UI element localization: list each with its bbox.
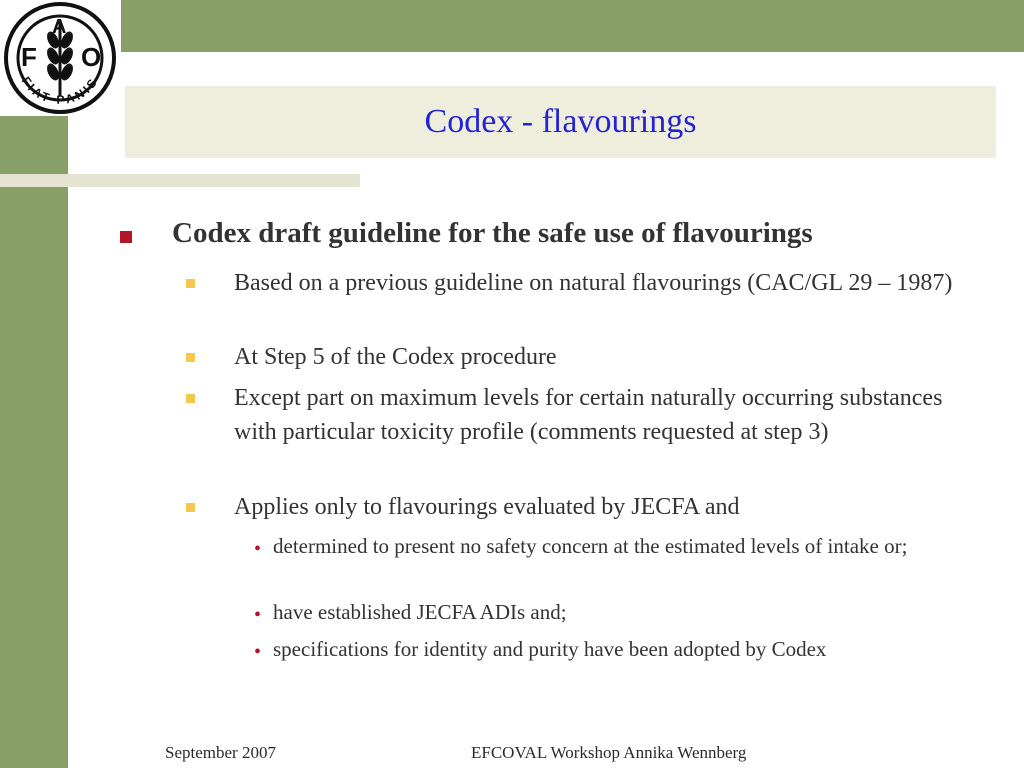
bullet-level-1: Codex draft guideline for the safe use of flavourings: [172, 217, 813, 249]
bullet-level-2: Applies only to flavourings evaluated by JECFA and: [234, 494, 740, 520]
logo-letter-a: A: [52, 16, 67, 38]
bullet-level-2: Based on a previous guideline on natural flavourings (CAC/GL 29 – 1987): [234, 270, 953, 296]
dot-bullet-icon: •: [254, 641, 262, 663]
square-bullet-icon: [120, 231, 132, 243]
logo-letter-o: O: [81, 42, 102, 72]
square-bullet-icon: [186, 394, 195, 403]
square-bullet-icon: [186, 503, 195, 512]
logo-motto: FIAT PANIS: [18, 74, 102, 107]
square-bullet-icon: [186, 279, 195, 288]
bullet-level-3: determined to present no safety concern at the estimated levels of intake or;: [273, 534, 908, 558]
logo-letter-f: F: [21, 42, 37, 72]
bullet-level-2: At Step 5 of the Codex procedure: [234, 344, 557, 370]
square-bullet-icon: [186, 353, 195, 362]
bullet-level-3: specifications for identity and purity have been adopted by Codex: [273, 637, 827, 661]
dot-bullet-icon: •: [254, 604, 262, 626]
footer-date: September 2007: [165, 743, 276, 762]
dot-bullet-icon: •: [254, 538, 262, 560]
bullet-level-2: Except part on maximum levels for certain naturally occurring substances with particular toxicity profile (comments requested at step 3): [234, 385, 943, 445]
slide-title: Codex - flavourings: [424, 103, 697, 140]
footer-event: EFCOVAL Workshop Annika Wennberg: [471, 743, 747, 762]
bullet-level-3: have established JECFA ADIs and;: [273, 600, 567, 624]
